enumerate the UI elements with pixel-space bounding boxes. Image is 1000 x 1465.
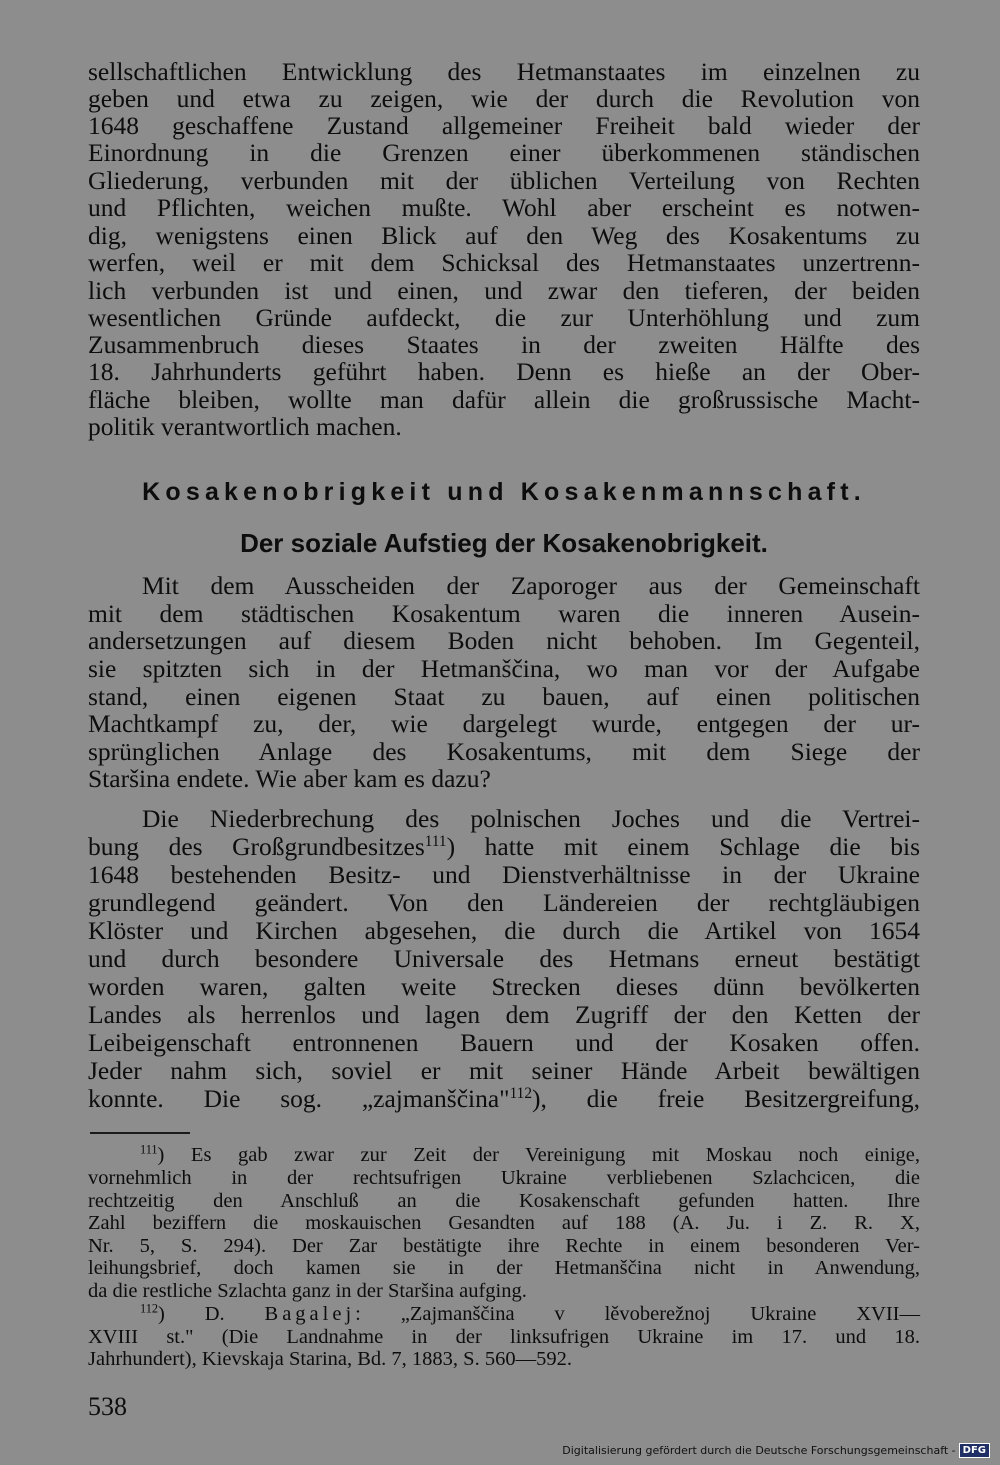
text-line: 1648 geschaffene Zustand allgemeiner Freiheit bald wieder der — [88, 111, 920, 140]
text-line: lich verbunden ist und einen, und zwar den tieferen, der beiden — [88, 276, 920, 305]
section-heading: Kosakenobrigkeit und Kosakenmannschaft. — [142, 478, 866, 506]
subsection-heading: Der soziale Aufstieg der Kosakenobrigkeit. — [240, 528, 768, 558]
text-line: sie spitzten sich in der Hetmanščina, wo man vor der Aufgabe — [88, 654, 920, 683]
text-line: Landes als herrenlos und lagen dem Zugriff der den Ketten der — [88, 1000, 920, 1029]
footer-text: Digitalisierung gefördert durch die Deutsche Forschungsgemeinschaft - — [562, 1444, 956, 1457]
author-name: Bagalej — [264, 1303, 356, 1325]
text-line: geben und etwa zu zeigen, wie der durch die Revolution von — [88, 84, 920, 113]
text-line: andersetzungen auf diesem Boden nicht behoben. Im Gegenteil, — [88, 626, 920, 655]
footnote-line: XVIII st." (Die Landnahme in der linksufrigen Ukraine im 17. und 18. — [88, 1326, 920, 1348]
footnote-ref[interactable]: 111 — [424, 832, 447, 850]
footnote-separator — [90, 1132, 190, 1134]
text-line: grundlegend geändert. Von den Ländereien der rechtgläubigen — [88, 888, 920, 917]
text-line: Machtkampf zu, der, wie dargelegt wurde, entgegen der ur- — [88, 709, 920, 738]
text-span: : „Zajmanščina v lěvoberežnoj Ukraine XVII— — [355, 1303, 920, 1325]
text-line: Klöster und Kirchen abgesehen, die durch die Artikel von 1654 — [88, 916, 920, 945]
text-span: ) hatte mit einem Schlage die bis — [446, 832, 920, 861]
text-line: und Pflichten, weichen mußte. Wohl aber erscheint es notwen- — [88, 193, 920, 222]
page-number: 538 — [88, 1392, 127, 1421]
text-line: werfen, weil er mit dem Schicksal des Hetmanstaates unzertrenn- — [88, 248, 920, 277]
text-line — [88, 1085, 920, 1113]
text-line: fläche bleiben, wollte man dafür allein die großrussische Macht- — [88, 385, 920, 414]
text-line: Mit dem Ausscheiden der Zaporoger aus der Gemeinschaft — [142, 571, 920, 600]
text-line: 18. Jahrhunderts geführt haben. Denn es hieße an der Ober- — [88, 357, 920, 386]
text-line: Staršina endete. Wie aber kam es dazu? — [88, 764, 491, 793]
text-line: dig, wenigstens einen Blick auf den Weg des Kosakentums zu — [88, 221, 920, 250]
text-line: Einordnung in die Grenzen einer überkommenen ständischen — [88, 138, 920, 167]
text-line: Leibeigenschaft entronnenen Bauern und der Kosaken offen. — [88, 1028, 920, 1057]
text-span: ) D. — [158, 1303, 265, 1325]
footnote-ref[interactable]: 112 — [509, 1084, 532, 1102]
digitization-footer — [562, 1443, 990, 1458]
footnote-line — [140, 1144, 920, 1167]
text-line: sellschaftlichen Entwicklung des Hetmanstaates im einzelnen zu — [88, 57, 920, 86]
footnote-line: Jahrhundert), Kievskaja Starina, Bd. 7, 1883, S. 560—592. — [88, 1348, 572, 1370]
text-line — [88, 833, 920, 861]
footnote-marker: 112 — [140, 1301, 158, 1316]
footnote-line: da die restliche Szlachta ganz in der Staršina aufging. — [88, 1280, 527, 1302]
text-line: 1648 bestehenden Besitz- und Dienstverhältnisse in der Ukraine — [88, 860, 920, 889]
text-line: politik verantwortlich machen. — [88, 412, 402, 441]
text-line: stand, einen eigenen Staat zu bauen, auf einen politischen — [88, 682, 920, 711]
text-span: ) Es gab zwar zur Zeit der Vereinigung mit Moskau noch einige, — [157, 1144, 920, 1166]
text-span: ), die freie Besitzergreifung, — [531, 1084, 921, 1113]
text-line: und durch besondere Universale des Hetmans erneut bestätigt — [88, 944, 920, 973]
text-line: Jeder nahm sich, soviel er mit seiner Hände Arbeit bewältigen — [88, 1056, 920, 1085]
footnote-line: Zahl beziffern die moskauischen Gesandten auf 188 (A. Ju. i Z. R. X, — [88, 1212, 920, 1234]
text-line: worden waren, galten weite Strecken dieses dünn bevölkerten — [88, 972, 920, 1001]
text-span: bung des Großgrundbesitzes — [88, 832, 425, 861]
footnote-line — [140, 1303, 920, 1326]
footnote-marker: 111 — [140, 1142, 158, 1157]
text-line: wesentlichen Gründe aufdeckt, die zur Unterhöhlung und zum — [88, 303, 920, 332]
text-line: sprünglichen Anlage des Kosakentums, mit dem Siege der — [88, 737, 920, 766]
dfg-logo-icon[interactable]: DFG — [959, 1443, 990, 1458]
footnote-line: vornehmlich in der rechtsufrigen Ukraine verbliebenen Szlachcicen, die — [88, 1167, 920, 1189]
text-span: konnte. Die sog. „zajmanščina" — [88, 1084, 510, 1113]
footnote-line: Nr. 5, S. 294). Der Zar bestätigte ihre Rechte in einem besonderen Ver- — [88, 1235, 920, 1257]
text-line: Zusammenbruch dieses Staates in der zweiten Hälfte des — [88, 330, 920, 359]
footnote-line: leihungsbrief, doch kamen sie in der Hetmanščina nicht in Anwendung, — [88, 1257, 920, 1279]
footnote-line: rechtzeitig den Anschluß an die Kosakenschaft gefunden hatten. Ihre — [88, 1190, 920, 1212]
text-line: Die Niederbrechung des polnischen Joches und die Vertrei- — [142, 804, 920, 833]
text-line: Gliederung, verbunden mit der üblichen Verteilung von Rechten — [88, 166, 920, 195]
text-line: mit dem städtischen Kosakentum waren die inneren Ausein- — [88, 599, 920, 628]
